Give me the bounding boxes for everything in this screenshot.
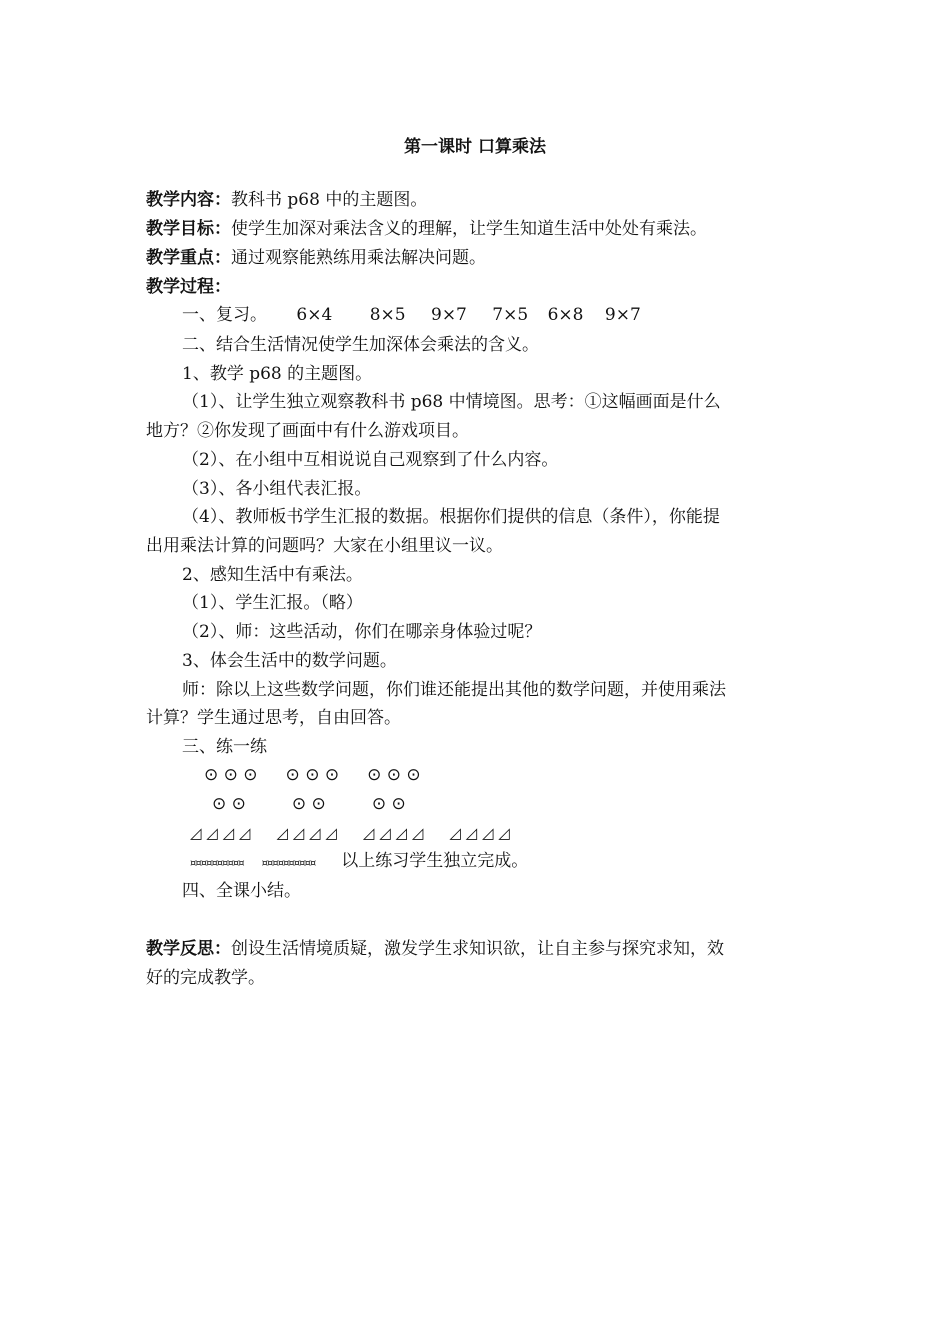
process-line — [146, 277, 231, 297]
review-item: 6×8 — [547, 305, 584, 325]
q-2: （2）、师：这些活动，你们在哪亲身体验过呢？ — [182, 622, 542, 642]
section-3: 三、练一练 — [182, 737, 267, 757]
circle-group: ⊙ ⊙ ⊙ — [285, 765, 340, 785]
review-label: 一、复习。 — [182, 305, 267, 325]
process-label: 教学过程： — [146, 277, 231, 297]
para-4a: （4）、教师板书学生汇报的数据。根据你们提供的信息（条件），你能提 — [182, 507, 720, 527]
para-1a: （1）、让学生独立观察教科书 p68 中情境图。思考：①这幅画面是什么 — [182, 392, 721, 412]
reflection-text-a: 创设生活情境质疑，激发学生求知识欲，让自主参与探究求知，效 — [231, 939, 724, 959]
triangle-group: ◿ ◿ ◿ ◿ — [276, 824, 337, 842]
circle-group: ⊙ ⊙ ⊙ — [204, 765, 258, 785]
para-1b: 地方？②你发现了画面中有什么游戏项目。 — [146, 421, 469, 441]
triangle-group: ◿ ◿ ◿ ◿ — [449, 824, 510, 842]
circle-group: ⊙ ⊙ ⊙ — [367, 765, 421, 785]
reflection-line-b: 好的完成教学。 — [146, 968, 265, 988]
para-3: （3）、各小组代表汇报。 — [182, 479, 372, 499]
reflection-label: 教学反思： — [146, 939, 231, 959]
review-item: 6×4 — [296, 305, 333, 325]
triangle-group: ◿ ◿ ◿ ◿ — [362, 824, 424, 842]
circle-group: ⊙ ⊙ — [371, 794, 406, 814]
key-label: 教学重点： — [146, 248, 231, 268]
goal-line — [146, 219, 707, 239]
review-line — [182, 305, 641, 325]
content-line — [146, 190, 427, 210]
circle-group: ⊙ ⊙ — [291, 794, 326, 814]
practice-note: 以上练习学生独立完成。 — [341, 851, 529, 871]
goal-label: 教学目标： — [146, 219, 231, 239]
review-item: 8×5 — [369, 305, 406, 325]
para-2: （2）、在小组中互相说说自己观察到了什么内容。 — [182, 450, 559, 470]
box-group: ¤¤¤¤¤¤¤¤¤¤ — [261, 858, 316, 869]
content-label: 教学内容： — [146, 190, 231, 210]
triangles-row — [190, 823, 510, 843]
reflection-line-a — [146, 939, 724, 959]
section-2-2: 2、感知生活中有乘法。 — [182, 565, 363, 585]
para-4b: 出用乘法计算的问题吗？大家在小组里议一议。 — [146, 536, 503, 556]
section-2-1: 1、教学 p68 的主题图。 — [182, 364, 373, 384]
review-item: 9×7 — [604, 305, 641, 325]
section-2-3: 3、体会生活中的数学问题。 — [182, 651, 397, 671]
goal-text: 使学生加深对乘法含义的理解，让学生知道生活中处处有乘法。 — [231, 219, 707, 239]
page-title: 第一课时 口算乘法 — [404, 137, 546, 157]
section-2: 二、结合生活情况使学生加深体会乘法的含义。 — [182, 335, 539, 355]
q-1: （1）、学生汇报。（略） — [182, 593, 363, 613]
circles-row-2 — [212, 794, 406, 814]
box-group: ¤¤¤¤¤¤¤¤¤¤ — [190, 858, 244, 869]
review-item: 7×5 — [492, 305, 529, 325]
content-text: 教科书 p68 中的主题图。 — [231, 190, 428, 210]
key-line — [146, 248, 486, 268]
section-4: 四、全课小结。 — [182, 881, 301, 901]
key-text: 通过观察能熟练用乘法解决问题。 — [231, 248, 486, 268]
teacher-b: 计算？学生通过思考，自由回答。 — [146, 708, 401, 728]
boxes-row — [190, 851, 528, 874]
circle-group: ⊙ ⊙ — [212, 794, 246, 814]
circles-row-1 — [204, 765, 421, 785]
triangle-group: ◿ ◿ ◿ ◿ — [190, 824, 251, 842]
teacher-a: 师：除以上这些数学问题，你们谁还能提出其他的数学问题，并使用乘法 — [182, 680, 726, 700]
review-item: 9×7 — [431, 305, 467, 325]
